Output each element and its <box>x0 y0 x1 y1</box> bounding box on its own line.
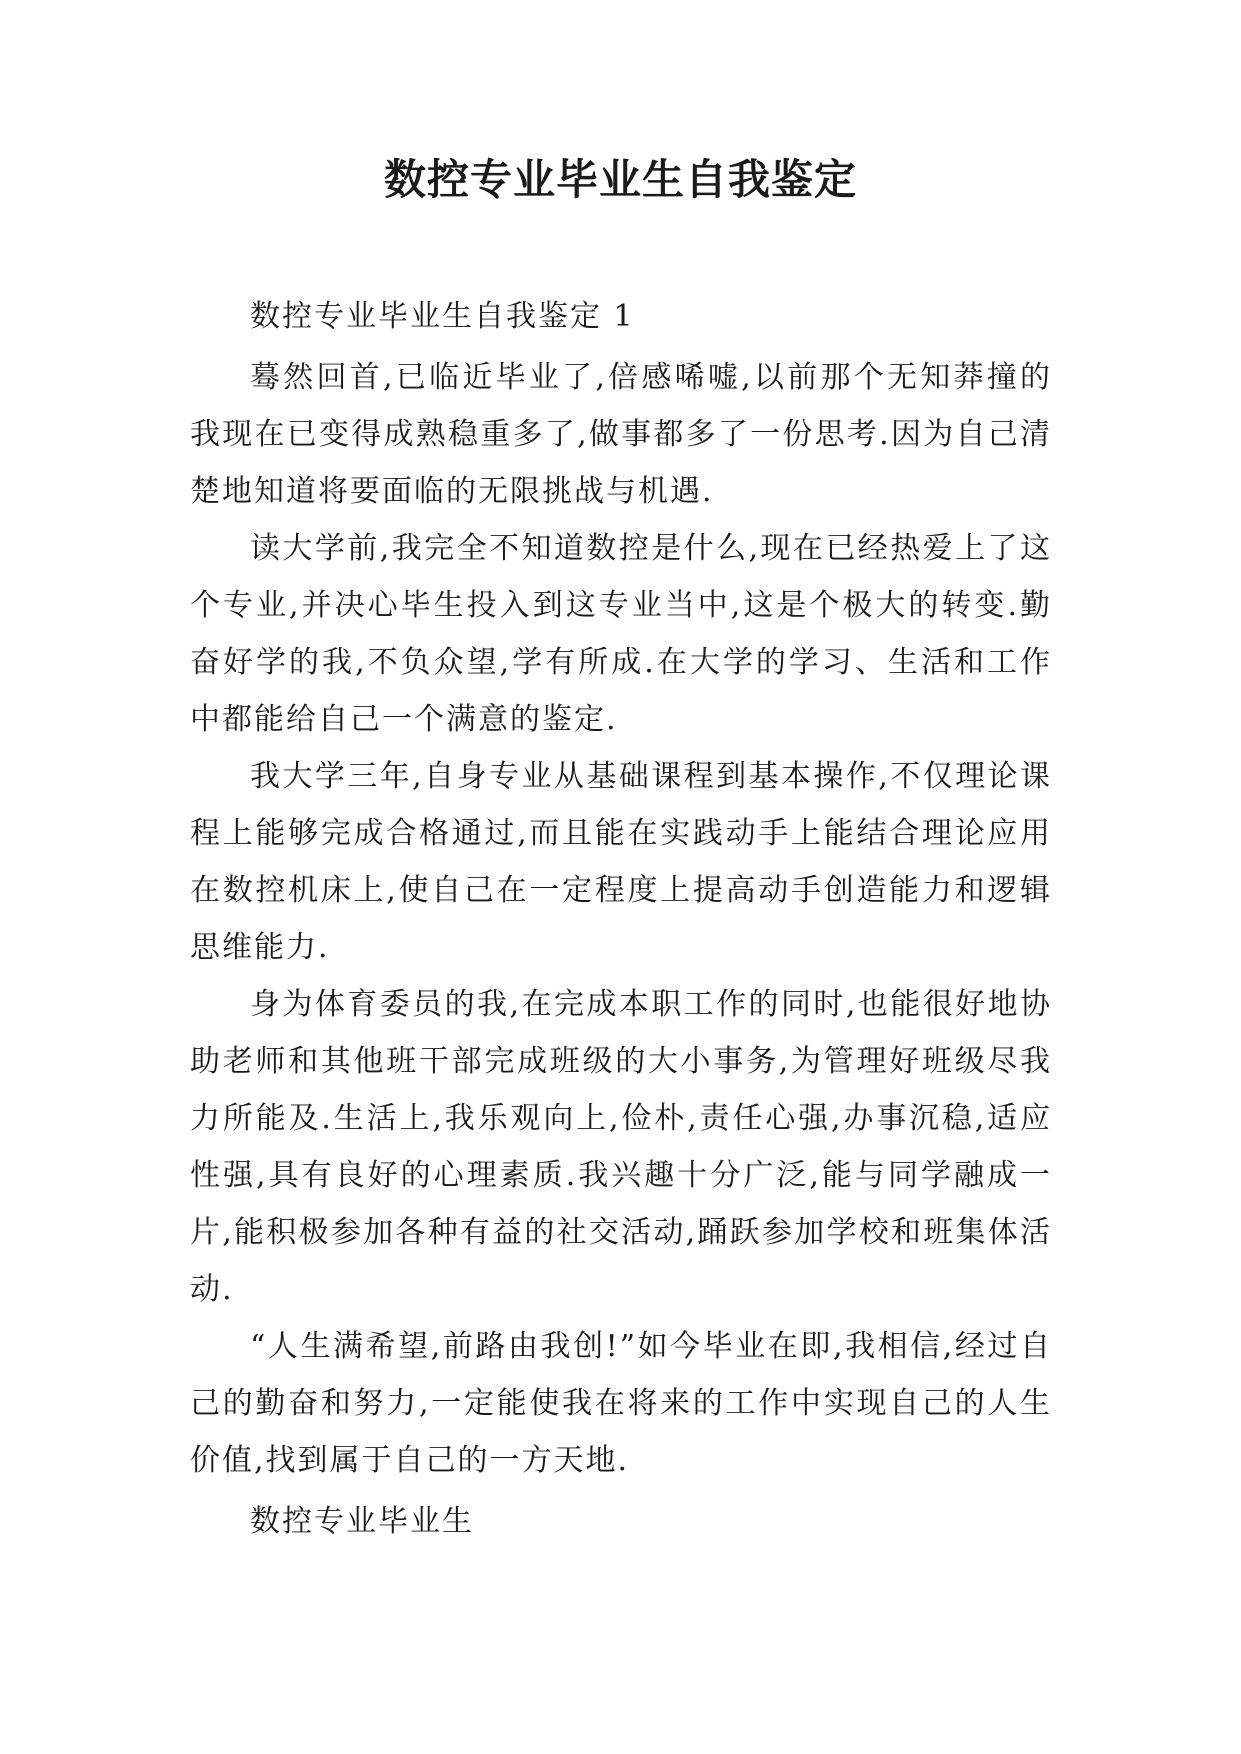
paragraph: “人生满希望,前路由我创!”如今毕业在即,我相信,经过自己的勤奋和努力,一定能使我在将来的工作中实现自己的人生价值,找到属于自己的一方天地. <box>190 1329 1052 1478</box>
document-title: 数控专业毕业生自我鉴定 <box>383 155 857 204</box>
paragraph: 蓦然回首,已临近毕业了,倍感唏嘘,以前那个无知莽撞的我现在已变得成熟稳重多了,做事都多了一份思考.因为自己清楚地知道将要面临的无限挑战与机遇. <box>190 360 1052 509</box>
section-heading: 数控专业毕业生 <box>250 1504 474 1539</box>
paragraph: 我大学三年,自身专业从基础课程到基本操作,不仅理论课程上能够完成合格通过,而且能在实践动手上能结合理论应用在数控机床上,使自己在一定程度上提高动手创造能力和逻辑思维能力. <box>190 759 1052 965</box>
document-body <box>190 288 1052 1554</box>
paragraph: 读大学前,我完全不知道数控是什么,现在已经热爱上了这个专业,并决心毕生投入到这专业当中,这是个极大的转变.勤奋好学的我,不负众望,学有所成.在大学的学习、生活和工作中都能给自己一个满意的鉴定. <box>190 531 1052 737</box>
section-heading: 数控专业毕业生自我鉴定 1 <box>250 299 635 334</box>
paragraph: 身为体育委员的我,在完成本职工作的同时,也能很好地协助老师和其他班干部完成班级的大小事务,为管理好班级尽我力所能及.生活上,我乐观向上,俭朴,责任心强,办事沉稳,适应性强,具有良好的心理素质.我兴趣十分广泛,能与同学融成一片,能积极参加各种有益的社交活动,踊跃参加学校和班集体活动. <box>190 987 1052 1307</box>
